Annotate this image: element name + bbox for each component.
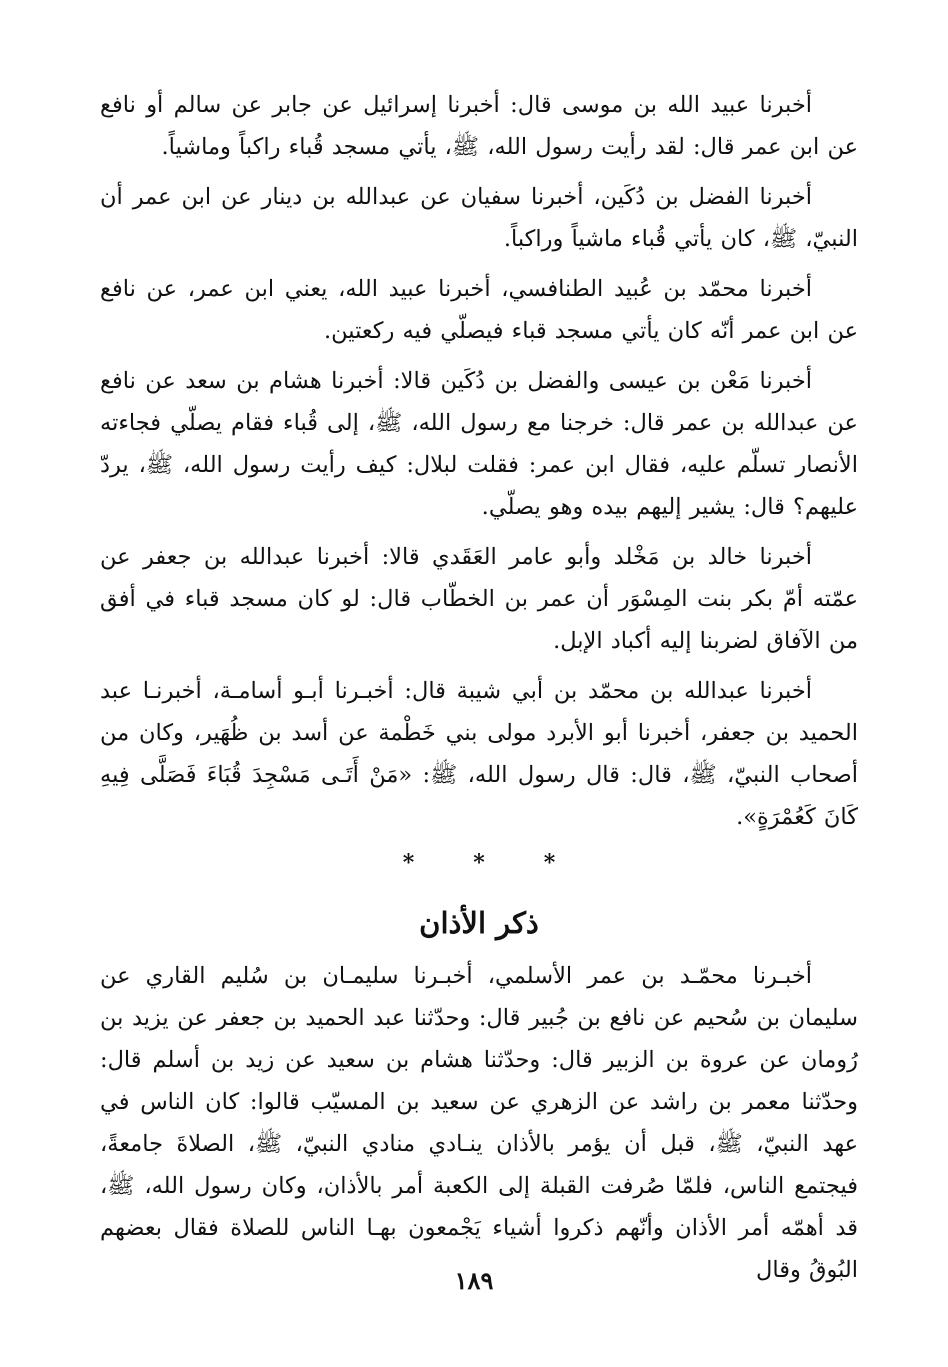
- separator-star-icon: *: [473, 850, 485, 876]
- page-number: ١٨٩: [454, 1266, 494, 1295]
- paragraph-5: أخبرنا خالد بن مَخْلد وأبو عامر العَقَدي قالا: أخبرنا عبدالله بن جعفر عن عمّته أمّ بكر بنت المِسْوَر أن عمر بن الخطّاب قال: لو كان مسجد قباء في أفق من الآفاق لضربنا إليه أكباد الإبل.: [100, 544, 858, 654]
- paragraph-6: أخبرنا عبدالله بن محمّد بن أبي شيبة قال: أخبـرنا أبـو أسامـة، أخبرنـا عبد الحميد بن جعفر، أخبرنا أبو الأبرد مولى بني خَطْمة عن أسد بن ظُهَير، وكان من أصحاب النبيّ، ﷺ، قال: قال رسول الله، ﷺ: «مَنْ أَتَـى مَسْجِدَ قُبَاءَ فَصَلَّى فِيهِ كَانَ كَعُمْرَةٍ».: [100, 678, 858, 830]
- section-separator: [100, 846, 858, 881]
- paragraph-3: أخبرنا محمّد بن عُبيد الطنافسي، أخبرنا عبيد الله، يعني ابن عمر، عن نافع عن ابن عمر أنّه كان يأتي مسجد قباء فيصلّي فيه ركعتين.: [100, 276, 858, 344]
- separator-star-icon: *: [402, 850, 415, 876]
- page-body: [100, 84, 858, 1299]
- separator-star-icon: *: [543, 850, 556, 876]
- paragraph-4: أخبرنا مَعْن بن عيسى والفضل بن دُكَين قالا: أخبرنا هشام بن سعد عن نافع عن عبدالله بن عمر قال: خرجنا مع رسول الله، ﷺ، إلى قُباء فقام يصلّي فجاءته الأنصار تسلّم عليه، فقال ابن عمر: فقلت لبلال: كيف رأيت رسول الله، ﷺ، يردّ عليهم؟ قال: يشير إليهم بيده وهو يصلّي.: [100, 368, 858, 520]
- section-heading: ذكر الأذان: [419, 906, 539, 940]
- paragraph-2: أخبرنا الفضل بن دُكَين، أخبرنا سفيان عن عبدالله بن دينار عن ابن عمر أن النبيّ، ﷺ، كان يأتي قُباء ماشياً وراكباً.: [100, 184, 858, 252]
- paragraph-7: أخبـرنا محمّـد بن عمر الأسلمي، أخبـرنا سليمـان بن سُليم القاري عن سليمان بن سُحيم عن نافع بن جُبير قال: وحدّثنا عبد الحميد بن جعفر عن يزيد بن رُومان عن عروة بن الزبير قال: وحدّثنا هشام بن سعيد عن زيد بن أسلم قال: وحدّثنا معمر بن راشد عن الزهري عن سعيد بن المسيّب قالوا: كان الناس في عهد النبيّ، ﷺ، قبل أن يؤمر بالأذان ينـادي منادي النبيّ، ﷺ، الصلاةَ جامعةً، فيجتمع الناس، فلمّا صُرفت القبلة إلى الكعبة أمر بالأذان، وكان رسول الله، ﷺ، قد أهمّه أمر الأذان وأنّهم ذكروا أشياء يَجْمعون بهـا الناس للصلاة فقال بعضهم البُوقُ وقال: [100, 963, 858, 1283]
- paragraph-1: أخبرنا عبيد الله بن موسى قال: أخبرنا إسرائيل عن جابر عن سالم أو نافع عن ابن عمر قال: لقد رأيت رسول الله، ﷺ، يأتي مسجد قُباء راكباً وماشياً.: [100, 92, 858, 160]
